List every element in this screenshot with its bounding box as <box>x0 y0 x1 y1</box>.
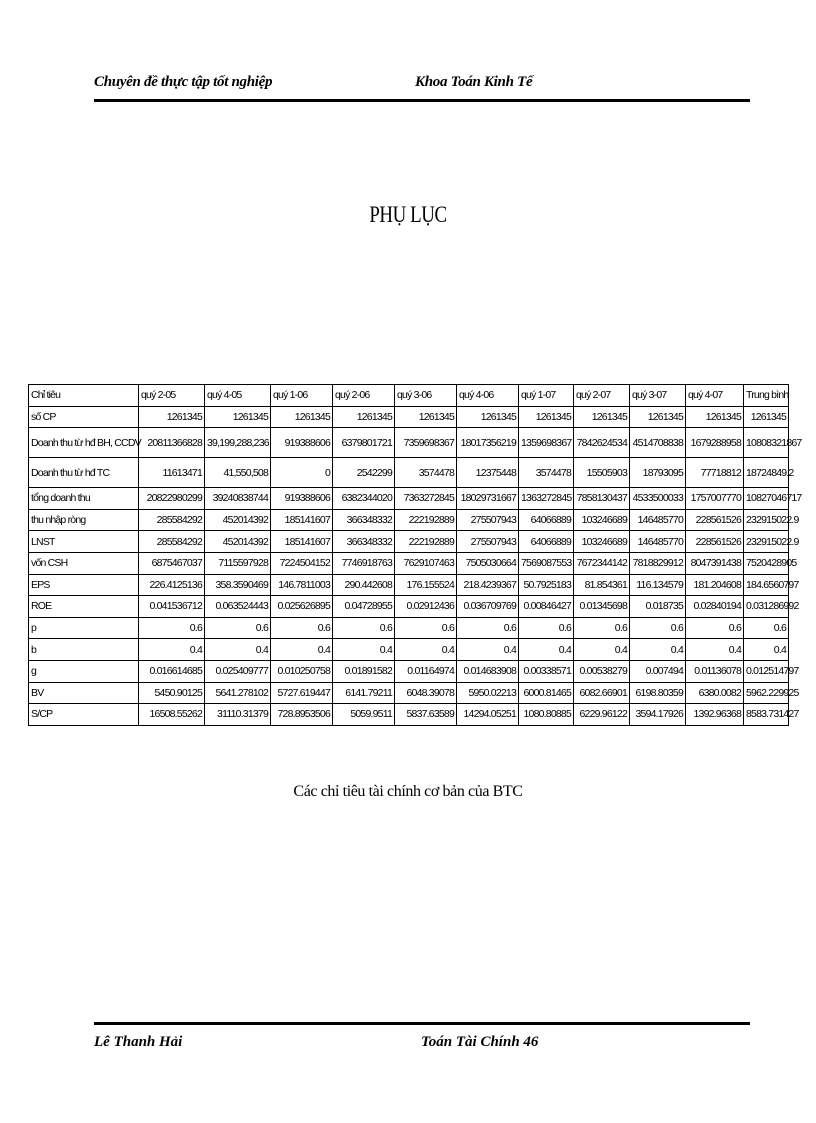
value-cell: 0.01136078 <box>686 660 744 682</box>
value-cell: 919388606 <box>271 428 333 458</box>
value-cell: 7629107463 <box>395 552 457 574</box>
value-cell: 6379801721 <box>333 428 395 458</box>
value-cell: 228561526 <box>686 531 744 553</box>
value-cell: 0.6 <box>744 617 789 639</box>
value-cell: 3574478 <box>519 458 574 488</box>
value-cell: 11613471 <box>139 458 205 488</box>
value-cell: 7505030664 <box>457 552 519 574</box>
value-cell: 290.442608 <box>333 574 395 596</box>
value-cell: 18017356219 <box>457 428 519 458</box>
value-cell: 0.014683908 <box>457 660 519 682</box>
value-cell: 103246689 <box>574 531 630 553</box>
value-cell: 20811366828 <box>139 428 205 458</box>
value-cell: 0.6 <box>686 617 744 639</box>
value-cell: 0.007494 <box>630 660 686 682</box>
column-header: quý 4-05 <box>205 385 271 407</box>
value-cell: 0.4 <box>744 639 789 661</box>
value-cell: 31110.31379 <box>205 704 271 726</box>
column-header: quý 2-05 <box>139 385 205 407</box>
value-cell: 5962.229925 <box>744 682 789 704</box>
value-cell: 5950.02213 <box>457 682 519 704</box>
table-row <box>29 704 789 726</box>
value-cell: 275507943 <box>457 531 519 553</box>
value-cell: 275507943 <box>457 509 519 531</box>
row-label-cell: p <box>29 617 139 639</box>
value-cell: 0.6 <box>205 617 271 639</box>
value-cell: 1261345 <box>205 406 271 428</box>
column-header: quý 3-07 <box>630 385 686 407</box>
value-cell: 0.041536712 <box>139 596 205 618</box>
value-cell: 18029731667 <box>457 488 519 510</box>
value-cell: 0.4 <box>574 639 630 661</box>
row-label-cell: Doanh thu từ hđ TC <box>29 458 139 488</box>
value-cell: 0.036709769 <box>457 596 519 618</box>
value-cell: 7224504152 <box>271 552 333 574</box>
row-label-cell: vốn CSH <box>29 552 139 574</box>
value-cell: 0.6 <box>574 617 630 639</box>
value-cell: 1261345 <box>574 406 630 428</box>
value-cell: 4514708838 <box>630 428 686 458</box>
value-cell: 232915022.9 <box>744 531 789 553</box>
value-cell: 6082.66901 <box>574 682 630 704</box>
value-cell: 184.6560797 <box>744 574 789 596</box>
value-cell: 5837.63589 <box>395 704 457 726</box>
value-cell: 0.00846427 <box>519 596 574 618</box>
value-cell: 226.4125136 <box>139 574 205 596</box>
value-cell: 146.7811003 <box>271 574 333 596</box>
value-cell: 7569087553 <box>519 552 574 574</box>
value-cell: 218.4239367 <box>457 574 519 596</box>
footer-right-text: Toán Tài Chính 46 <box>421 1034 539 1050</box>
value-cell: 15505903 <box>574 458 630 488</box>
value-cell: 5450.90125 <box>139 682 205 704</box>
row-label-cell: tổng doanh thu <box>29 488 139 510</box>
value-cell: 64066889 <box>519 509 574 531</box>
value-cell: 185141607 <box>271 531 333 553</box>
value-cell: 7746918763 <box>333 552 395 574</box>
value-cell: 0.018735 <box>630 596 686 618</box>
value-cell: 1261345 <box>395 406 457 428</box>
row-label-cell: số CP <box>29 406 139 428</box>
column-header: quý 4-07 <box>686 385 744 407</box>
value-cell: 0.02840194 <box>686 596 744 618</box>
value-cell: 6382344020 <box>333 488 395 510</box>
row-label-cell: g <box>29 660 139 682</box>
value-cell: 6875467037 <box>139 552 205 574</box>
table-row <box>29 406 789 428</box>
value-cell: 228561526 <box>686 509 744 531</box>
row-label-cell: ROE <box>29 596 139 618</box>
value-cell: 1261345 <box>744 406 789 428</box>
value-cell: 0.6 <box>519 617 574 639</box>
value-cell: 0.012514797 <box>744 660 789 682</box>
value-cell: 16508.55262 <box>139 704 205 726</box>
value-cell: 366348332 <box>333 531 395 553</box>
value-cell: 0.025626895 <box>271 596 333 618</box>
value-cell: 116.134579 <box>630 574 686 596</box>
value-cell: 0.6 <box>139 617 205 639</box>
value-cell: 285584292 <box>139 509 205 531</box>
value-cell: 0.4 <box>457 639 519 661</box>
value-cell: 222192889 <box>395 531 457 553</box>
value-cell: 39240838744 <box>205 488 271 510</box>
value-cell: 2542299 <box>333 458 395 488</box>
value-cell: 103246689 <box>574 509 630 531</box>
value-cell: 728.8953506 <box>271 704 333 726</box>
table-row <box>29 682 789 704</box>
value-cell: 6198.80359 <box>630 682 686 704</box>
value-cell: 1261345 <box>519 406 574 428</box>
table-header-row <box>29 385 789 407</box>
value-cell: 7115597928 <box>205 552 271 574</box>
header-right-text: Khoa Toán Kinh Tế <box>415 74 533 90</box>
value-cell: 0.4 <box>139 639 205 661</box>
row-label-cell: EPS <box>29 574 139 596</box>
value-cell: 0.01345698 <box>574 596 630 618</box>
value-cell: 7363272845 <box>395 488 457 510</box>
value-cell: 0.031286992 <box>744 596 789 618</box>
value-cell: 452014392 <box>205 509 271 531</box>
value-cell: 358.3590469 <box>205 574 271 596</box>
value-cell: 12375448 <box>457 458 519 488</box>
value-cell: 20822980299 <box>139 488 205 510</box>
value-cell: 64066889 <box>519 531 574 553</box>
value-cell: 7858130437 <box>574 488 630 510</box>
page-footer <box>94 1022 750 1052</box>
table-row <box>29 509 789 531</box>
table-row <box>29 552 789 574</box>
value-cell: 0.6 <box>271 617 333 639</box>
value-cell: 7520428905 <box>744 552 789 574</box>
value-cell: 176.155524 <box>395 574 457 596</box>
value-cell: 0.4 <box>686 639 744 661</box>
column-header: Trung bình <box>744 385 789 407</box>
value-cell: 6141.79211 <box>333 682 395 704</box>
value-cell: 5059.9511 <box>333 704 395 726</box>
value-cell: 18793095 <box>630 458 686 488</box>
value-cell: 0.01164974 <box>395 660 457 682</box>
value-cell: 0.4 <box>519 639 574 661</box>
value-cell: 1363272845 <box>519 488 574 510</box>
table-row <box>29 596 789 618</box>
value-cell: 8583.731427 <box>744 704 789 726</box>
value-cell: 0.04728955 <box>333 596 395 618</box>
value-cell: 0.01891582 <box>333 660 395 682</box>
column-header: quý 1-06 <box>271 385 333 407</box>
value-cell: 81.854361 <box>574 574 630 596</box>
value-cell: 0.4 <box>271 639 333 661</box>
value-cell: 222192889 <box>395 509 457 531</box>
value-cell: 0.6 <box>457 617 519 639</box>
value-cell: 1261345 <box>271 406 333 428</box>
table-caption: Các chỉ tiêu tài chính cơ bản của BTC <box>293 783 523 800</box>
value-cell: 10827046717 <box>744 488 789 510</box>
value-cell: 0.063524443 <box>205 596 271 618</box>
financial-indicators-table <box>28 384 802 726</box>
column-header: quý 4-06 <box>457 385 519 407</box>
value-cell: 1261345 <box>630 406 686 428</box>
value-cell: 10808321867 <box>744 428 789 458</box>
value-cell: 6380.0082 <box>686 682 744 704</box>
row-label-cell: BV <box>29 682 139 704</box>
table-row <box>29 660 789 682</box>
value-cell: 232915022.9 <box>744 509 789 531</box>
row-label-cell: thu nhập ròng <box>29 509 139 531</box>
value-cell: 366348332 <box>333 509 395 531</box>
table-row <box>29 531 789 553</box>
value-cell: 14294.05251 <box>457 704 519 726</box>
value-cell: 0.00338571 <box>519 660 574 682</box>
value-cell: 5641.278102 <box>205 682 271 704</box>
value-cell: 1359698367 <box>519 428 574 458</box>
row-label-cell: Doanh thu từ hđ BH, CCDV <box>29 428 139 458</box>
value-cell: 1261345 <box>333 406 395 428</box>
value-cell: 18724849.2 <box>744 458 789 488</box>
value-cell: 0.6 <box>395 617 457 639</box>
value-cell: 185141607 <box>271 509 333 531</box>
value-cell: 0.016614685 <box>139 660 205 682</box>
value-cell: 146485770 <box>630 531 686 553</box>
table-row <box>29 458 789 488</box>
value-cell: 7359698367 <box>395 428 457 458</box>
value-cell: 1261345 <box>139 406 205 428</box>
value-cell: 0 <box>271 458 333 488</box>
value-cell: 6229.96122 <box>574 704 630 726</box>
column-header: Chỉ tiêu <box>29 385 139 407</box>
table-row <box>29 488 789 510</box>
page-title: PHỤ LỤC <box>369 202 447 227</box>
value-cell: 77718812 <box>686 458 744 488</box>
value-cell: 1080.80885 <box>519 704 574 726</box>
column-header: quý 2-07 <box>574 385 630 407</box>
value-cell: 3574478 <box>395 458 457 488</box>
value-cell: 7672344142 <box>574 552 630 574</box>
value-cell: 4533500033 <box>630 488 686 510</box>
value-cell: 1261345 <box>686 406 744 428</box>
value-cell: 0.4 <box>395 639 457 661</box>
value-cell: 181.204608 <box>686 574 744 596</box>
row-label-cell: S/CP <box>29 704 139 726</box>
value-cell: 146485770 <box>630 509 686 531</box>
value-cell: 1757007770 <box>686 488 744 510</box>
value-cell: 919388606 <box>271 488 333 510</box>
table-row <box>29 574 789 596</box>
value-cell: 1392.96368 <box>686 704 744 726</box>
value-cell: 39,199,288,236 <box>205 428 271 458</box>
table-row <box>29 639 789 661</box>
column-header: quý 3-06 <box>395 385 457 407</box>
header-left-text: Chuyên đề thực tập tốt nghiệp <box>94 74 273 90</box>
value-cell: 41,550,508 <box>205 458 271 488</box>
table-row <box>29 617 789 639</box>
value-cell: 8047391438 <box>686 552 744 574</box>
value-cell: 0.00538279 <box>574 660 630 682</box>
value-cell: 50.7925183 <box>519 574 574 596</box>
value-cell: 6000.81465 <box>519 682 574 704</box>
value-cell: 0.4 <box>333 639 395 661</box>
value-cell: 5727.619447 <box>271 682 333 704</box>
page-header <box>94 72 750 102</box>
value-cell: 0.02912436 <box>395 596 457 618</box>
value-cell: 1679288958 <box>686 428 744 458</box>
value-cell: 7842624534 <box>574 428 630 458</box>
value-cell: 0.025409777 <box>205 660 271 682</box>
value-cell: 452014392 <box>205 531 271 553</box>
value-cell: 6048.39078 <box>395 682 457 704</box>
value-cell: 0.6 <box>630 617 686 639</box>
value-cell: 3594.17926 <box>630 704 686 726</box>
value-cell: 1261345 <box>457 406 519 428</box>
row-label-cell: LNST <box>29 531 139 553</box>
footer-left-text: Lê Thanh Hải <box>94 1034 183 1050</box>
value-cell: 0.6 <box>333 617 395 639</box>
value-cell: 0.4 <box>205 639 271 661</box>
table-row <box>29 428 789 458</box>
value-cell: 0.010250758 <box>271 660 333 682</box>
value-cell: 285584292 <box>139 531 205 553</box>
value-cell: 7818829912 <box>630 552 686 574</box>
row-label-cell: b <box>29 639 139 661</box>
value-cell: 0.4 <box>630 639 686 661</box>
column-header: quý 2-06 <box>333 385 395 407</box>
column-header: quý 1-07 <box>519 385 574 407</box>
